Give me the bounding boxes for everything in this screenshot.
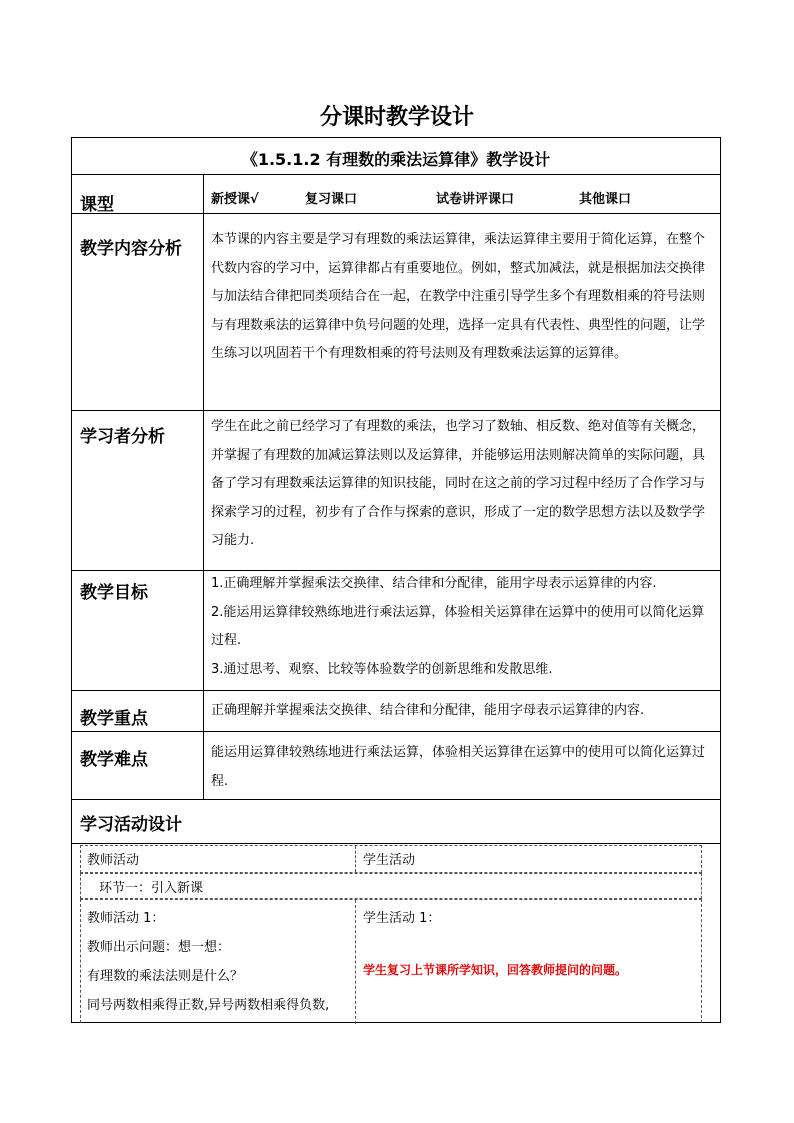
column-divider (203, 174, 204, 799)
objective-item: 1.正确理解并掌握乘法交换律、结合律和分配律，能用字母表示运算律的内容. (211, 576, 657, 591)
lesson-title: 《1.5.1.2 有理数的乘法运算律》教学设计 (241, 150, 551, 169)
course-type-label: 课型 (80, 195, 114, 215)
objective-item: 2.能运用运算律较熟练地进行乘法运算，体验相关运算律在运算中的使用可以简化运算过程. (211, 604, 705, 648)
segment-title: 环节一：引入新课 (99, 881, 204, 896)
objectives-list (211, 570, 715, 684)
course-option-new: 新授课√ (211, 192, 259, 207)
activity-column-divider (355, 846, 356, 872)
page-title: 分课时教学设计 (319, 105, 474, 130)
difficulties-text: 能运用运算律较熟练地进行乘法运算，体验相关运算律在运算中的使用可以简化运算过程. (211, 745, 706, 789)
course-option-other: 其他课口 (579, 192, 632, 207)
key-points-text: 正确理解并掌握乘法交换律、结合律和分配律，能用字母表示运算律的内容. (211, 703, 645, 718)
course-option-review: 复习课口 (305, 192, 358, 207)
key-points-label: 教学重点 (80, 709, 148, 729)
teacher-activity-title: 教师活动 1： (87, 911, 165, 926)
student-activity-title: 学生活动 1： (363, 911, 441, 926)
difficulties-label: 教学难点 (80, 750, 148, 770)
student-activity-header: 学生活动 (363, 853, 416, 868)
teacher-activity-cell (87, 904, 351, 1020)
row-divider (72, 690, 720, 691)
student-activity-cell (363, 904, 697, 978)
activity-content-row (80, 899, 702, 1023)
course-type-options (211, 188, 715, 208)
objective-item: 3.通过思考、观察、比较等体验数学的创新思维和发散思维. (211, 661, 553, 677)
teacher-activity-line: 同号两数相乘得正数,异号两数相乘得负数, (87, 998, 330, 1013)
teacher-activity-line: 教师出示问题：想一想： (87, 940, 231, 955)
row-divider (72, 843, 720, 844)
teacher-activity-line: 有理数的乘法法则是什么？ (87, 969, 244, 984)
activity-design-label: 学习活动设计 (80, 815, 182, 835)
row-divider (72, 799, 720, 800)
content-analysis-label: 教学内容分析 (80, 239, 182, 259)
teacher-activity-header: 教师活动 (87, 853, 140, 868)
activity-header-row (80, 845, 702, 873)
learner-analysis-text: 学生在此之前已经学习了有理数的乘法，也学习了数轴、相反数、绝对值等有关概念，并掌握了有理数的加减运算法则以及运算律，并能够运用法则解决简单的实际问题，具备了学习有理数乘法运算律的知识技能，同时在这之前的学习过程中经历了合作学习与探索学习的过程，初步有了合作与探索的意识，形成了一定的数学思想方法以及数学学习能力. (211, 419, 706, 548)
activity-column-divider (355, 900, 356, 1024)
row-divider (72, 410, 720, 411)
row-divider (72, 174, 720, 175)
lesson-plan-table (71, 137, 721, 1023)
student-activity-text: 学生复习上节课所学知识，回答教师提问的问题。 (363, 963, 628, 977)
segment-row (80, 873, 702, 899)
row-divider (72, 213, 720, 214)
objectives-label: 教学目标 (80, 583, 148, 603)
content-analysis-text: 本节课的内容主要是学习有理数的乘法运算律，乘法运算律主要用于简化运算，在整个代数内容的学习中，运算律都占有重要地位。例如，整式加减法，就是根据加法交换律与加法结合律把同类项结合在一起，在教学中注重引导学生多个有理数相乘的符号法则与有理数乘法的运算律中负号问题的处理，选择一定具有代表性、典型性的问题，让学生练习以巩固若干个有理数相乘的符号法则及有理数乘法运算的运算律。 (211, 232, 706, 361)
course-option-exam-review: 试卷讲评课口 (436, 192, 515, 207)
learner-analysis-label: 学习者分析 (80, 427, 165, 447)
row-divider (72, 731, 720, 732)
